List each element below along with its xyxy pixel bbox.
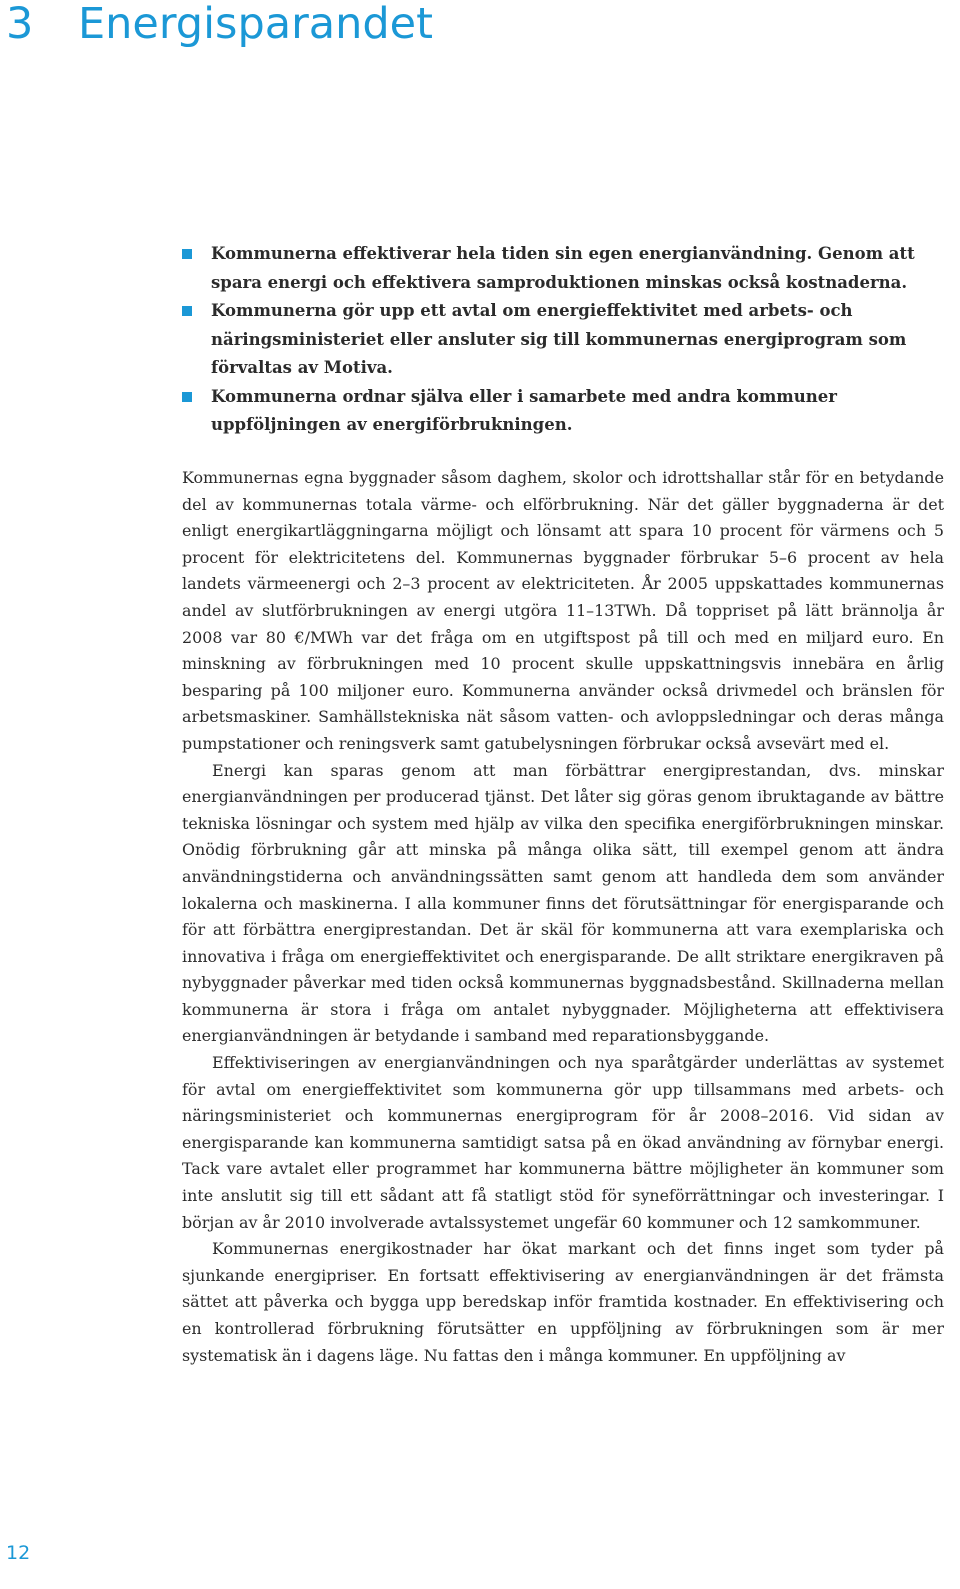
paragraph: Kommunernas energikostnader har ökat markant och det finns inget som tyder på sjunkande energipriser. En fortsatt effektivisering av energianvändningen är det främsta sättet att påverka och bygga upp beredskap inför framtida kostnader. En effektivisering och en kontrollerad förbrukning förutsätter en uppföljning av förbrukningen som är mer systematisk än i dagens läge. Nu fattas den i många kommuner. En uppföljning av [182, 1239, 944, 1365]
bullet-text: Kommunerna ordnar själva eller i samarbete med andra kommuner uppföljningen av energiförbrukningen. [211, 386, 837, 434]
square-bullet-icon [182, 249, 192, 259]
chapter-title: Energisparandet [78, 0, 433, 49]
square-bullet-icon [182, 392, 192, 402]
paragraph: Effektiviseringen av energianvändningen och nya sparåtgärder underlättas av systemet för avtal om energieffektivitet som kommunerna gör upp tillsammans med arbets- och näringsministeriet och kommunernas energiprogram för år 2008–2016. Vid sidan av energisparande kan kommunerna samtidigt satsa på en ökad användning av förnybar energi. Tack vare avtalet eller programmet har kommunerna bättre möjligheter än kommuner som inte anslutit sig till ett sådant att få statligt stöd för syneförrättningar och investeringar. I början av år 2010 involverade avtalssystemet ungefär 60 kommuner och 12 samkommuner. [182, 1053, 944, 1232]
chapter-number: 3 [6, 0, 34, 49]
bullet-text: Kommunerna effektiverar hela tiden sin egen energianvändning. Genom att spara energi och effektivera samproduktionen minskas också kostnaderna. [211, 244, 915, 292]
chapter-heading [6, 0, 433, 54]
body-text [182, 465, 944, 1369]
bullet-item [182, 297, 947, 383]
square-bullet-icon [182, 306, 192, 316]
bullet-text: Kommunerna gör upp ett avtal om energieffektivitet med arbets- och näringsministeriet eller ansluter sig till kommunernas energiprogram som förvaltas av Motiva. [211, 301, 907, 377]
paragraph: Energi kan sparas genom att man förbättrar energiprestandan, dvs. minskar energianvändningen per producerad tjänst. Det låter sig göras genom ibruktagande av bättre tekniska lösningar och system med hjälp av vilka den specifika energiförbrukningen minskar. Onödig förbrukning går att minska på många olika sätt, till exempel genom att ändra användningstiderna och användningssätten samt genom att handleda dem som använder lokalerna och maskinerna. I alla kommuner finns det förutsättningar för energisparande och för att förbättra energiprestandan. Det är skäl för kommunerna att vara exemplariska och innovativa i fråga om energieffektivitet och energisparande. De allt striktare energikraven på nybyggnader påverkar med tiden också kommunernas byggnadsbestånd. Skillnaderna mellan kommunerna är stora i fråga om antalet nybyggnader. Möjligheterna att effektivisera energianvändningen är betydande i samband med reparationsbyggande. [182, 760, 944, 1046]
page-number: 12 [6, 1542, 31, 1564]
key-points-list [182, 240, 947, 440]
bullet-item [182, 240, 947, 297]
paragraph: Kommunernas egna byggnader såsom daghem, skolor och idrottshallar står för en betydande del av kommunernas totala värme- och elförbrukning. När det gäller byggnaderna är det enligt energikartläggningarna möjligt och lönsamt att spara 10 procent för värmens och 5 procent för elektricitetens del. Kommunernas byggnader förbrukar 5–6 procent av hela landets värmeenergi och 2–3 procent av elektriciteten. År 2005 uppskattades kommunernas andel av slutförbrukningen av energi utgöra 11–13TWh. Då toppriset på lätt brännolja år 2008 var 80 €/MWh var det fråga om en utgiftspost på till och med en miljard euro. En minskning av förbrukningen med 10 procent skulle uppskattningsvis innebära en årlig besparing på 100 miljoner euro. Kommunerna använder också drivmedel och bränslen för arbetsmaskiner. Samhällstekniska nät såsom vatten- och avloppsledningar och deras många pumpstationer och reningsverk samt gatubelysningen förbrukar också avsevärt med el. [182, 468, 944, 753]
bullet-item [182, 383, 947, 440]
